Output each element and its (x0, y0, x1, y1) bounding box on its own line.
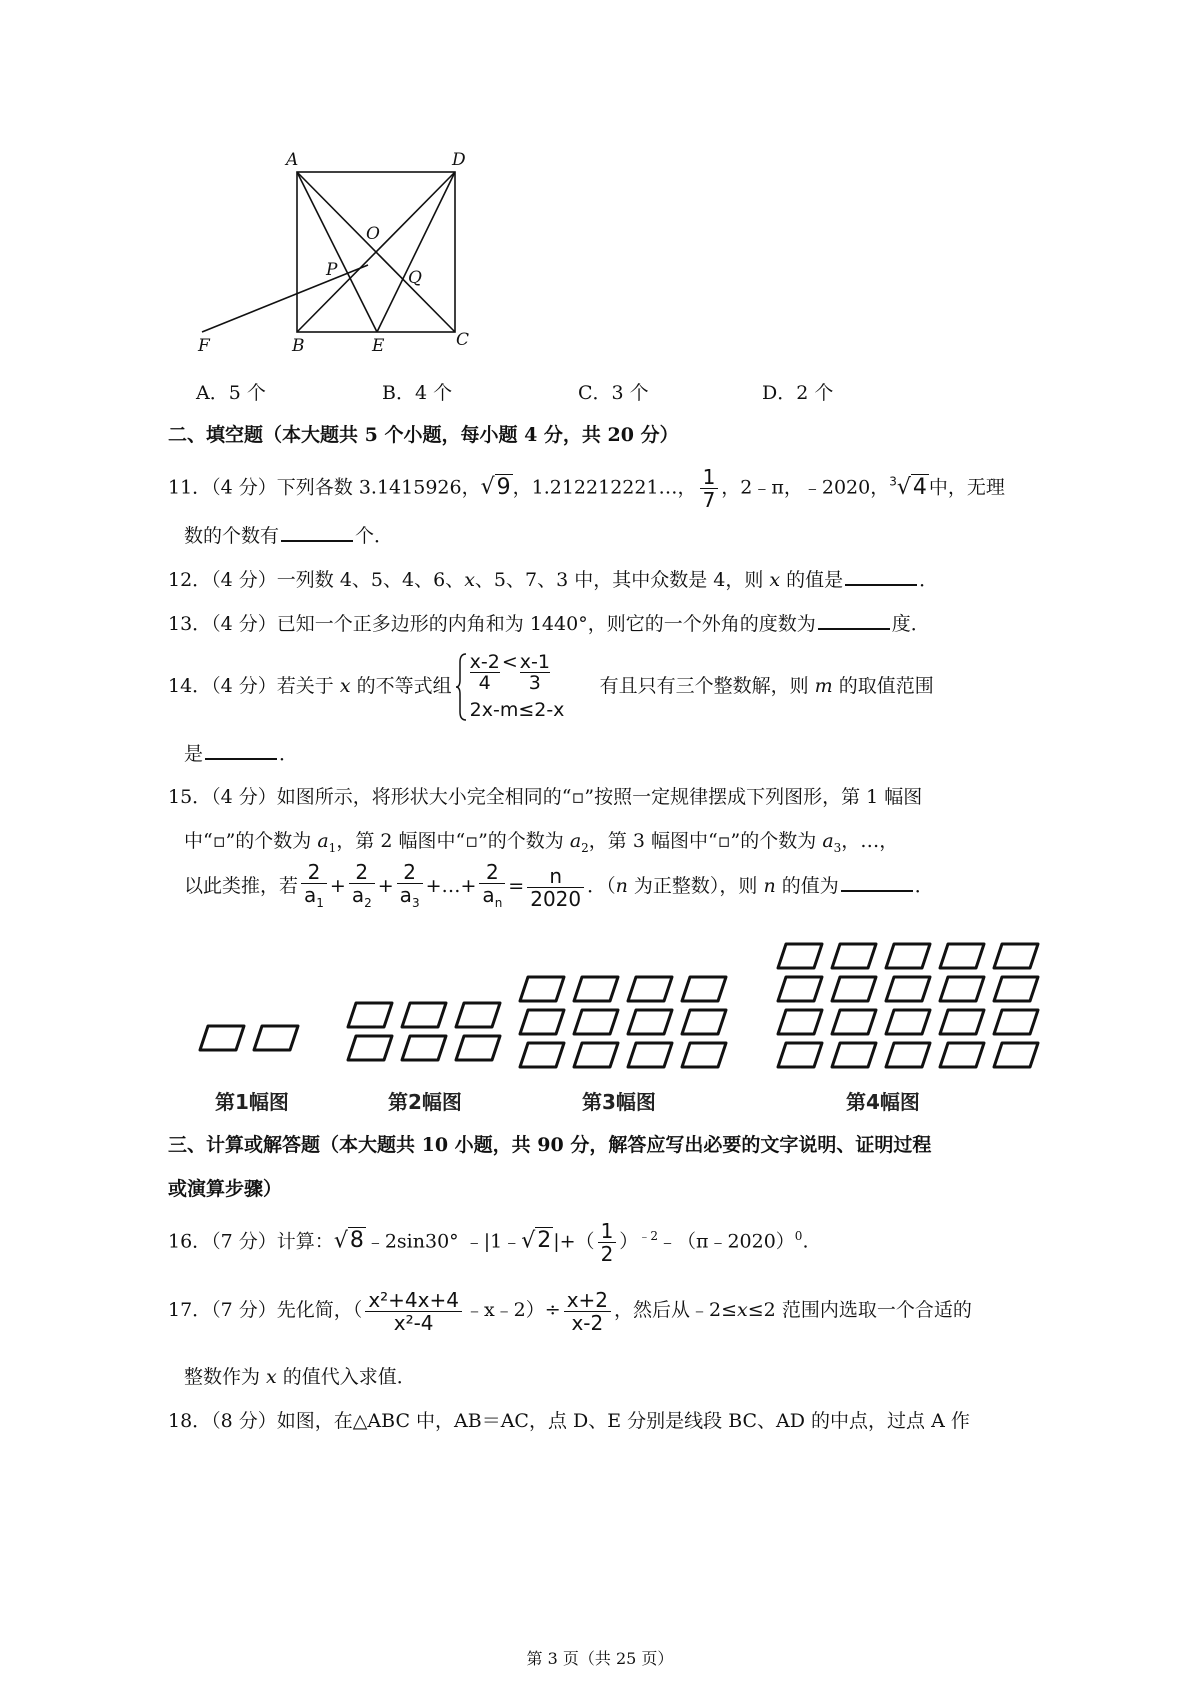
question-11-line2: 数的个数有 个． (184, 522, 393, 549)
parallelogram-tile (778, 1010, 822, 1034)
parallelogram-tile (628, 1010, 672, 1034)
answer-blank-14 (205, 740, 277, 760)
parallelogram-tile (994, 1043, 1038, 1067)
parallelogram-tile (940, 977, 984, 1001)
parallelogram-tile (520, 977, 564, 1001)
parallelogram-tile (520, 1043, 564, 1067)
parallelogram-tile (402, 1036, 446, 1060)
caption-fig-1: 第1幅图 (215, 1090, 289, 1114)
option-c: C．3 个 (578, 382, 649, 404)
parallelogram-tile (682, 1010, 726, 1034)
parallelogram-tile (940, 1043, 984, 1067)
parallelogram-tile (832, 1043, 876, 1067)
section-2-title: 二、填空题（本大题共 5 个小题，每小题 4 分，共 20 分） (168, 424, 679, 446)
answer-blank-13 (818, 610, 890, 630)
question-15-line3: 以此类推，若 $\frac{2}{a_1}$ + $\frac{2}{a_2}$ + $\frac{2}{a_3}$ +…+ $\frac{2}{a_n}$ = $\frac{n}{2020}$ ．（n 为正整数），则 n 的值为 ． (184, 859, 934, 911)
label-a: A (286, 150, 299, 170)
parallelogram-figures (180, 925, 1060, 1090)
question-16: 16．（7 分）计算：√8 ﹣2sin30° ﹣|1﹣√2 |+（ $\frac{1}{2}$ ）$^{﹣2}$﹣（π﹣2020）$^0$. (168, 1218, 809, 1266)
parallelogram-tile (778, 944, 822, 968)
answer-blank-15 (841, 872, 913, 892)
parallelogram-tile (994, 944, 1038, 968)
caption-fig-4: 第4幅图 (846, 1090, 920, 1114)
option-d: D．2 个 (762, 382, 834, 404)
parallelogram-tile (254, 1026, 298, 1050)
parallelogram-tile (940, 944, 984, 968)
caption-fig-2: 第2幅图 (388, 1090, 462, 1114)
parallelogram-tile (574, 1010, 618, 1034)
question-15-line1: 15．（4 分）如图所示，将形状大小完全相同的“▫”按照一定规律摆成下列图形，第 1 幅图 (168, 786, 923, 808)
parallelogram-tile (200, 1026, 244, 1050)
section-3-title-line1: 三、计算或解答题（本大题共 10 小题，共 90 分，解答应写出必要的文字说明、证明过程 (168, 1134, 932, 1156)
answer-blank-11 (281, 522, 353, 542)
question-11: 11．（4 分）下列各数 3.1415926，√9 ，1.212212221…， $\frac{1}{7}$ ，2﹣π，﹣2020，$^3$√4 中，无理 (168, 465, 1005, 512)
parallelogram-tile (456, 1036, 500, 1060)
question-14-line2: 是 ． (184, 740, 298, 767)
parallelogram-tile (348, 1003, 392, 1027)
parallelogram-tile (832, 944, 876, 968)
parallelogram-tile (886, 1010, 930, 1034)
cbrt-4: $^3$√4 (889, 474, 927, 500)
label-q: Q (408, 268, 422, 288)
parallelogram-tile (628, 1043, 672, 1067)
parallelogram-tile (994, 977, 1038, 1001)
question-17-line2: 整数作为 x 的值代入求值． (184, 1366, 416, 1388)
question-18: 18．（8 分）如图，在△ABC 中，AB＝AC，点 D、E 分别是线段 BC、AD 的中点，过点 A 作 (168, 1410, 970, 1432)
options-row (196, 378, 956, 404)
parallelogram-tile (520, 1010, 564, 1034)
parallelogram-tile (574, 977, 618, 1001)
parallelogram-tile (832, 1010, 876, 1034)
question-17: 17．（7 分）先化简，（ $\frac{\text{x²+4x+4}}{\text{x²-4}}$ ﹣x﹣2）÷ $\frac{x+2}{x-2}$ ，然后从﹣2≤x≤2 范围内选取一个合适的 (168, 1287, 972, 1335)
label-o: O (366, 224, 380, 244)
answer-blank-12 (845, 566, 917, 586)
option-b: B．4 个 (382, 382, 453, 404)
label-f: F (198, 336, 210, 356)
question-13: 13．（4 分）已知一个正多边形的内角和为 1440°，则它的一个外角的度数为 度． (168, 610, 930, 637)
section-3-title-line2: 或演算步骤） (168, 1178, 283, 1200)
parallelogram-tile (886, 977, 930, 1001)
parallelogram-tile (574, 1043, 618, 1067)
parallelogram-tile (402, 1003, 446, 1027)
question-12: 12．（4 分）一列数 4、5、4、6、x、5、7、3 中，其中众数是 4，则 x 的值是 ． (168, 566, 938, 593)
parallelogram-tile (682, 1043, 726, 1067)
square-figure (190, 145, 490, 360)
sqrt-9: √9 (480, 474, 511, 500)
label-d: D (452, 150, 466, 170)
option-a: A．5 个 (196, 382, 266, 404)
question-15-line2: 中“▫”的个数为 $a_1$，第 2 幅图中“▫”的个数为 $a_2$，第 3 幅图中“▫”的个数为 $a_3$，…， (184, 830, 899, 855)
caption-fig-3: 第3幅图 (582, 1090, 656, 1114)
parallelogram-tile (628, 977, 672, 1001)
label-b: B (292, 336, 305, 356)
parallelogram-tile (682, 977, 726, 1001)
parallelogram-tile (886, 944, 930, 968)
page-footer: 第 3 页（共 25 页） (526, 1649, 674, 1668)
parallelogram-tile (348, 1036, 392, 1060)
label-c: C (456, 330, 470, 350)
question-14: 14．（4 分）若关于 x 的不等式组 $\frac{x-2}{4}$ < $\frac{x-1}{3}$ 2x-m≤2-x 有且只有三个整数解，则 m 的取值范围 (168, 651, 934, 721)
parallelogram-tile (940, 1010, 984, 1034)
parallelogram-tile (456, 1003, 500, 1027)
label-e: E (372, 336, 385, 356)
parallelogram-tile (994, 1010, 1038, 1034)
parallelogram-tile (886, 1043, 930, 1067)
inequality-system: $\frac{x-2}{4}$ < $\frac{x-1}{3}$ 2x-m≤2-x (456, 652, 596, 722)
parallelogram-tile (778, 977, 822, 1001)
label-p: P (326, 260, 338, 280)
parallelogram-tile (778, 1043, 822, 1067)
parallelogram-tile (832, 977, 876, 1001)
